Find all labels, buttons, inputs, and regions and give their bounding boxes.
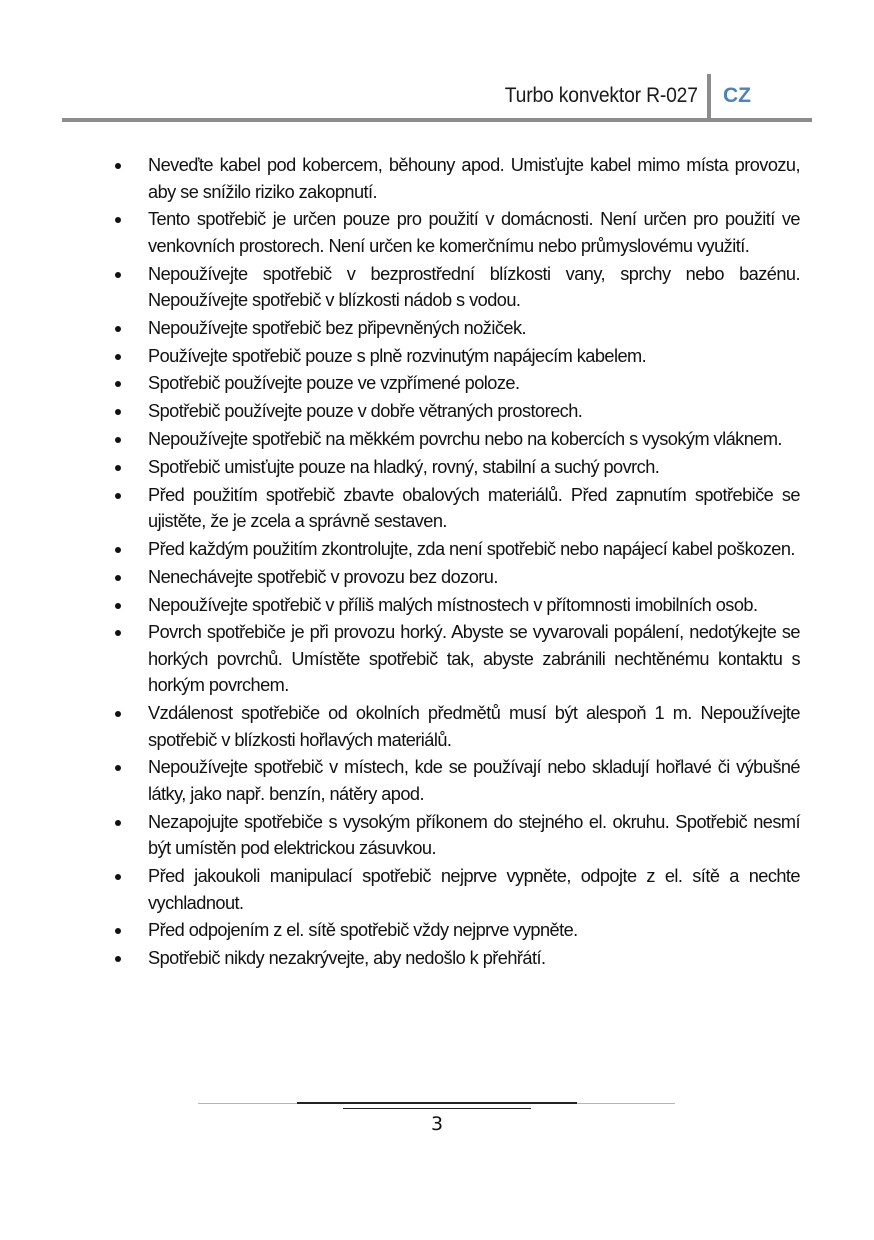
list-item-text: Spotřebič používejte pouze v dobře větraných prostorech. [148, 401, 583, 422]
list-item-text: Tento spotřebič je určen pouze pro použití v domácnosti. Není určen pro použití ve venkovních prostorech. Není určen ke komerčnímu nebo průmyslovému využití. [148, 209, 800, 256]
list-item-text: Spotřebič nikdy nezakrývejte, aby nedošlo k přehřátí. [148, 948, 546, 969]
list-item [110, 945, 800, 972]
header-rule [62, 118, 812, 122]
bullet-icon [115, 437, 121, 443]
bullet-icon [115, 711, 121, 717]
list-item [110, 152, 800, 205]
list-item [110, 809, 800, 862]
list-item [110, 206, 800, 259]
list-item-text: Nenechávejte spotřebič v provozu bez dozoru. [148, 566, 498, 587]
bullet-icon [115, 874, 121, 880]
list-item-text: Vzdálenost spotřebiče od okolních předmětů musí být alespoň 1 m. Nepoužívejte spotřebič v blízkosti hořlavých materiálů. [148, 703, 800, 750]
footer-rule [343, 1108, 531, 1109]
list-item [110, 343, 800, 370]
list-item [110, 592, 800, 619]
list-item-text: Nepoužívejte spotřebič v bezprostřední blízkosti vany, sprchy nebo bazénu. Nepoužívejte spotřebič v blízkosti nádob s vodou. [148, 263, 800, 311]
list-item-text: Spotřebič umisťujte pouze na hladký, rovný, stabilní a suchý povrch. [148, 456, 660, 477]
list-item-text: Spotřebič používejte pouze ve vzpřímené poloze. [148, 373, 520, 394]
bullet-icon [115, 163, 121, 169]
list-item [110, 315, 800, 342]
bullet-icon [115, 272, 121, 278]
list-item [110, 564, 800, 591]
list-item-text: Před každým použitím zkontrolujte, zda není spotřebič nebo napájecí kabel poškozen. [148, 538, 795, 559]
list-item-text: Před použitím spotřebič zbavte obalových materiálů. Před zapnutím spotřebiče se ujistěte, že je zcela a správně sestaven. [148, 484, 800, 532]
list-item [110, 619, 800, 699]
bullet-icon [115, 409, 121, 415]
list-item-text: Nepoužívejte spotřebič v příliš malých místnostech v přítomnosti imobilních osob. [148, 594, 758, 615]
bullet-icon [115, 575, 121, 581]
bullet-icon [115, 547, 121, 553]
bullet-icon [115, 354, 121, 360]
page-number: 3 [430, 1113, 444, 1135]
bullet-icon [115, 820, 121, 826]
bullet-icon [115, 630, 121, 636]
list-item [110, 482, 800, 535]
bullet-icon [115, 381, 121, 387]
list-item-text: Před jakoukoli manipulací spotřebič nejprve vypněte, odpojte z el. sítě a nechte vychladnout. [148, 866, 800, 913]
bullet-icon [115, 217, 121, 223]
list-item-text: Nepoužívejte spotřebič na měkkém povrchu nebo na kobercích s vysokým vláknem. [148, 429, 782, 450]
bullet-icon [115, 326, 121, 332]
list-item [110, 370, 800, 397]
list-item [110, 398, 800, 425]
bullet-icon [115, 956, 121, 962]
list-item [110, 454, 800, 481]
bullet-icon [115, 493, 121, 499]
list-item [110, 536, 800, 563]
language-code: CZ [723, 84, 751, 107]
safety-instructions [110, 152, 800, 973]
list-item-text: Neveďte kabel pod kobercem, běhouny apod. Umisťujte kabel mimo místa provozu, aby se snížilo riziko zakopnutí. [148, 155, 800, 202]
list-item [110, 863, 800, 916]
list-item-text: Povrch spotřebiče je při provozu horký. Abyste se vyvarovali popálení, nedotýkejte se horkých povrchů. Umístěte spotřebič tak, abyste zabránili nechtěnému kontaktu s horkým povrchem. [148, 622, 800, 696]
list-item [110, 700, 800, 753]
list-item-text: Nezapojujte spotřebiče s vysokým příkonem do stejného el. okruhu. Spotřebič nesmí být umístěn pod elektrickou zásuvkou. [148, 811, 800, 859]
document-title: Turbo konvektor R-027 [504, 84, 698, 107]
footer-rule [297, 1102, 577, 1104]
list-item [110, 261, 800, 314]
page-header [0, 72, 874, 122]
bullet-icon [115, 928, 121, 934]
header-divider [707, 74, 711, 119]
list-item [110, 917, 800, 944]
bullet-icon [115, 465, 121, 471]
list-item-text: Nepoužívejte spotřebič bez připevněných nožiček. [148, 317, 526, 338]
list-item-text: Používejte spotřebič pouze s plně rozvinutým napájecím kabelem. [148, 345, 647, 366]
list-item [110, 754, 800, 807]
list-item [110, 426, 800, 453]
bullet-icon [115, 765, 121, 771]
bullet-icon [115, 603, 121, 609]
list-item-text: Nepoužívejte spotřebič v místech, kde se používají nebo skladují hořlavé či výbušné látky, jako např. benzín, nátěry apod. [148, 757, 800, 804]
list-item-text: Před odpojením z el. sítě spotřebič vždy nejprve vypněte. [148, 920, 578, 941]
bullet-list [110, 152, 800, 972]
